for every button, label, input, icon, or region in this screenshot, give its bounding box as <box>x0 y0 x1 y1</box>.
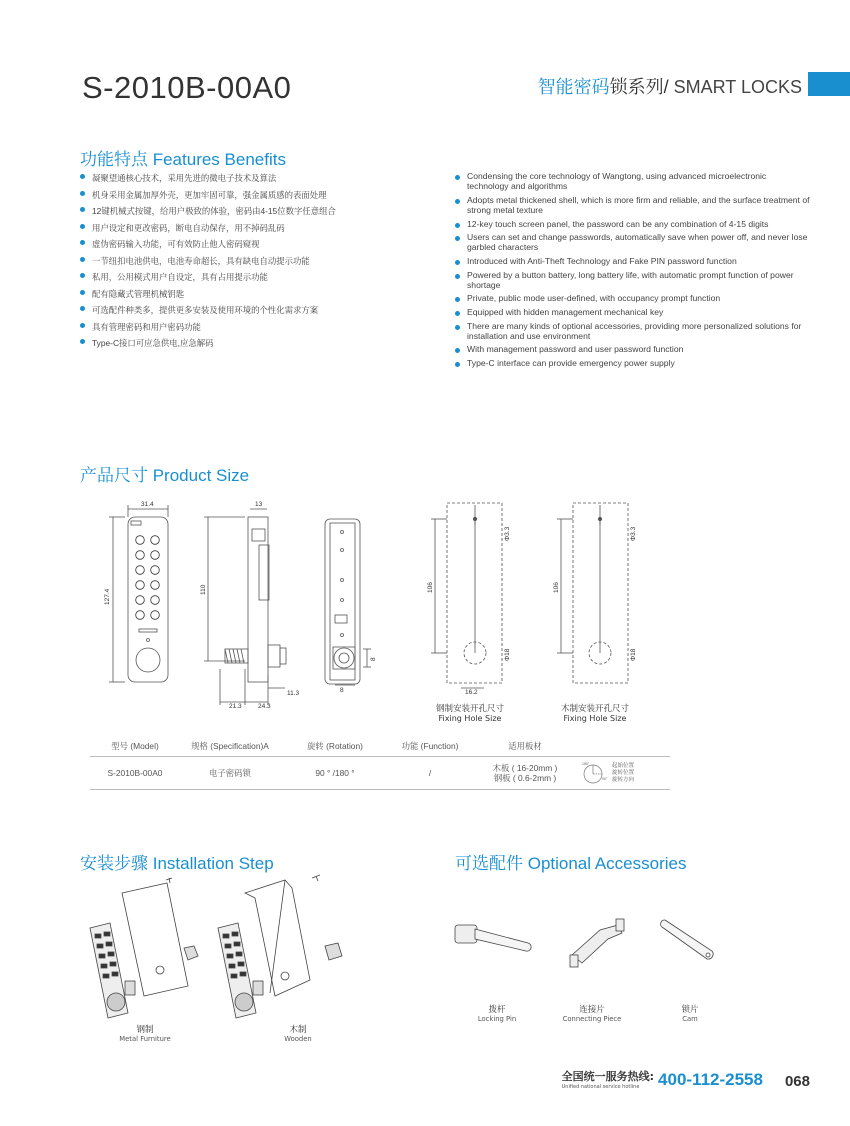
features-en-list <box>455 171 810 372</box>
col-rotation: 旋转 (Rotation) <box>307 741 363 751</box>
footer-hotline <box>562 1068 810 1090</box>
cell-rotation: 90 ° /180 ° <box>315 768 355 778</box>
features-title: 功能特点 Features Benefits <box>80 150 286 169</box>
list-item: 机身采用金属加厚外壳，更加牢固可靠，强金属质感的表面处理 <box>80 187 420 204</box>
list-item: 配有隐藏式管理机械钥匙 <box>80 286 420 303</box>
list-item: 虚伪密码输入功能，可有效防止他人密码窥视 <box>80 236 420 253</box>
hotline-number: 400-112-2558 <box>658 1070 763 1089</box>
list-item: There are many kinds of optional accessories, providing more personalized solutions for installation and use environment <box>455 321 810 341</box>
list-item: Private, public mode user-defined, with occupancy prompt function <box>455 293 810 303</box>
wood-hole-drawing <box>573 503 628 683</box>
table-row <box>90 756 670 790</box>
dial-label-90: 90° <box>602 777 608 781</box>
front-view-drawing <box>109 505 168 682</box>
product-size-title: 产品尺寸 Product Size <box>80 466 250 485</box>
steel-cn: 钢制 <box>136 1025 154 1035</box>
features-cn-list <box>80 170 420 352</box>
page-number: 068 <box>784 1073 810 1090</box>
dim-phi18-wood: Φ18 <box>630 648 637 661</box>
accessory-0-cn: 拨杆 <box>488 1005 506 1015</box>
series-en: SMART LOCKS <box>668 77 802 97</box>
accessory-cam <box>650 1003 730 1023</box>
dim-106-steel: 106 <box>427 582 434 593</box>
series-cn-a: 智能密码 <box>537 77 610 97</box>
cell-spec: 电子密码锁 <box>209 768 251 778</box>
steel-hole-drawing <box>447 503 502 683</box>
list-item: Equipped with hidden management mechanical key <box>455 307 810 317</box>
rotation-legend-text <box>612 763 634 784</box>
cell-board-wood: 木板 ( 16-20mm ) <box>492 763 558 773</box>
col-spec: 规格 (Specification)A <box>191 741 269 751</box>
wood-hole-dims <box>557 505 602 653</box>
cell-model: S-2010B-00A0 <box>107 768 163 778</box>
rotation-legend <box>580 760 670 786</box>
spec-table-header <box>90 736 670 756</box>
steel-hole-cn: 钢制安装开孔尺寸 <box>435 704 504 714</box>
list-item: 一节纽扣电池供电，电池寿命超长，具有缺电自动提示功能 <box>80 253 420 270</box>
wood-en: Wooden <box>284 1035 312 1043</box>
accessory-2-cn: 锁片 <box>681 1005 699 1015</box>
dim-8-bottom: 8 <box>340 687 344 694</box>
accessories-title: 可选配件 Optional Accessories <box>455 854 687 873</box>
list-item: Adopts metal thickened shell, which is more firm and reliable, and the surface treatment of strong metal texture <box>455 195 810 215</box>
dim-106-wood: 106 <box>553 582 560 593</box>
dim-8-side: 8 <box>370 657 377 661</box>
legend-start: 起始位置 <box>612 762 635 769</box>
dim-16-2: 16.2 <box>465 689 478 696</box>
dim-phi33-wood: Φ3.3 <box>630 526 637 541</box>
header-accent-bar <box>808 72 850 96</box>
accessory-2-en: Cam <box>682 1015 698 1023</box>
steel-hole-en: Fixing Hole Size <box>438 714 502 723</box>
wood-hole-en: Fixing Hole Size <box>563 714 627 723</box>
accessory-connecting-piece <box>552 1003 632 1023</box>
hotline-en: Unified national service hotline <box>561 1084 640 1090</box>
steel-caption <box>100 1023 190 1043</box>
list-item: 具有管理密码和用户密码功能 <box>80 319 420 336</box>
dimension-drawings <box>95 495 675 725</box>
list-item: Users can set and change passwords, automatically save when power off, and never lose garbled characters <box>455 232 810 252</box>
accessory-locking-pin <box>457 1003 537 1023</box>
wood-install-drawing <box>218 875 342 1018</box>
list-item: With management password and user password function <box>455 344 810 354</box>
wood-caption <box>253 1023 343 1043</box>
accessories-drawings <box>450 905 730 980</box>
series-cn-b: 锁系列/ <box>609 77 669 97</box>
list-item: Powered by a button battery, long battery life, with automatic prompt function of power shortage <box>455 270 810 290</box>
list-item: 可选配件种类多，提供更多安装及使用环境的个性化需求方案 <box>80 302 420 319</box>
cell-board-steel: 钢板 ( 0.6-2mm ) <box>493 773 557 783</box>
dim-21-3: 21.3 <box>229 703 242 710</box>
dim-phi18-steel: Φ18 <box>504 648 511 661</box>
cell-function: / <box>428 768 432 778</box>
hotline-cn: 全国统一服务热线: <box>561 1070 655 1083</box>
locking-pin-icon <box>455 925 531 951</box>
list-item: 凝聚望通核心技术，采用先进的微电子技术及算法 <box>80 170 420 187</box>
dim-110: 110 <box>200 584 207 595</box>
steel-install-drawing <box>90 878 198 1018</box>
rotation-dial-icon <box>580 760 610 786</box>
col-board: 适用板材 <box>508 741 542 751</box>
dim-phi33-steel: Φ3.3 <box>504 526 511 541</box>
list-item: 12键机械式按键，给用户极致的体验，密码由4-15位数字任意组合 <box>80 203 420 220</box>
accessory-1-en: Connecting Piece <box>562 1015 622 1023</box>
dim-13: 13 <box>255 501 263 508</box>
dim-127-4: 127.4 <box>104 588 111 605</box>
dim-11-3: 11.3 <box>287 690 300 697</box>
list-item: 12-key touch screen panel, the password can be any combination of 4-15 digits <box>455 219 810 229</box>
wood-hole-cn: 木制安装开孔尺寸 <box>560 704 629 714</box>
list-item: Condensing the core technology of Wangtong, using advanced microelectronic technology and algorithms <box>455 171 810 191</box>
col-function: 功能 (Function) <box>401 741 459 751</box>
steel-en: Metal Furniture <box>119 1035 171 1043</box>
list-item: Introduced with Anti-Theft Technology and Fake PIN password function <box>455 256 810 266</box>
list-item: Type-C接口可应急供电,应急解码 <box>80 335 420 352</box>
accessory-1-cn: 连接片 <box>579 1005 605 1015</box>
side-view-drawing <box>204 509 286 705</box>
spec-table <box>90 736 670 790</box>
legend-direction: 旋转方向 <box>612 776 635 783</box>
legend-rotate: 旋转位置 <box>612 769 635 776</box>
hotline-label <box>562 1068 654 1090</box>
install-drawings <box>80 868 430 1028</box>
cam-icon <box>661 920 713 959</box>
dial-label-180: 180° <box>582 762 590 766</box>
dim-31-4: 31.4 <box>141 501 154 508</box>
wood-cn: 木制 <box>289 1025 307 1035</box>
connecting-piece-icon <box>570 919 624 967</box>
list-item: 私用，公用模式用户自设定，具有占用提示功能 <box>80 269 420 286</box>
steel-hole-dims <box>431 505 484 688</box>
dim-24-3: 24.3 <box>258 703 271 710</box>
col-model: 型号 (Model) <box>111 741 159 751</box>
install-title: 安装步骤 Installation Step <box>80 854 274 873</box>
series-title <box>538 73 802 99</box>
cell-board <box>470 763 580 783</box>
wood-hole-caption <box>545 702 645 723</box>
steel-hole-caption <box>420 702 520 723</box>
list-item: 用户设定和更改密码，断电自动保存，用不掉码乱码 <box>80 220 420 237</box>
back-view-drawing <box>325 519 371 685</box>
list-item: Type-C interface can provide emergency power supply <box>455 358 810 368</box>
accessory-0-en: Locking Pin <box>477 1015 517 1023</box>
model-title: S-2010B-00A0 <box>82 70 292 105</box>
